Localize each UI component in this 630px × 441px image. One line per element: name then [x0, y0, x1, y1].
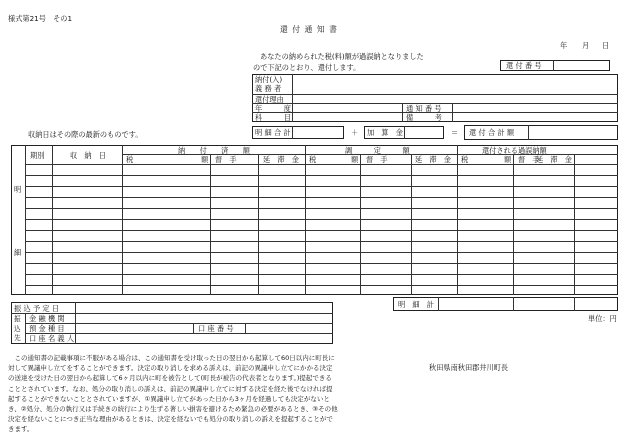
- additional-amount-label: 加 算 金: [367, 128, 403, 137]
- detail-subtotal-label: 明 細 計: [398, 300, 434, 309]
- assessed-amount-header: 額: [351, 155, 359, 164]
- detail-side-label-2: 細: [14, 248, 22, 257]
- payer-label-2: 義 務 者: [255, 84, 282, 93]
- refund-number-label: 還 付 番 号: [506, 61, 542, 70]
- appeal-notice-text: この通知書の記載事項に不服がある場合は、この通知書を受け取った日の翌日から起算して60日以内に町長に対して異議申し立てをすることができます。決定の取り消しを求める訴えは、前記の異議申し立てにかかる決定の送達を受けた日の翌日から起算して6ヶ月以内に町を被告として(町長が被告の代表者となります。)提起できることとされています。なお、処分の取り消しの訴えは、前記の異議申し立てに対する決定を経た後でなければ提起することができないこととされていますが、①異議申し立てがあった日から3ヶ月を経過しても決定がないとき、②処分、処分の執行又は手続きの続行により生ずる著しい損害を避けるため緊急の必要があるとき、③その他決定を経ないことにつき正当な理由があるときは、決定を経ないでも処分の取り消しの訴えを提起することができます。: [8, 354, 338, 434]
- transfer-date-label: 振 込 予 定 日: [14, 304, 60, 313]
- intro-line-2: ので下記のとおり、還付します。: [253, 63, 361, 72]
- assessed-delay-header: 延 滞 金: [415, 155, 451, 164]
- refund-reason-label: 還付理由: [255, 95, 284, 104]
- assessed-tax-header: 税: [309, 155, 317, 164]
- receipt-date-note: 収納日はその際の最新のものです。: [28, 130, 143, 139]
- document-title: 還 付 通 知 書: [280, 25, 338, 34]
- refund-tax-header: 税: [461, 155, 469, 164]
- account-number-label: 口 座 番 号: [198, 324, 234, 333]
- equals-sign: ＝: [451, 128, 459, 137]
- paid-tax-header: 税: [126, 155, 134, 164]
- account-holder-label: 口 座 名 義 人: [29, 334, 75, 343]
- paid-delay-header: 延 滞 金: [263, 155, 299, 164]
- deposit-type-label: 預 金 種 目: [29, 324, 65, 333]
- remarks-label: 備 考: [406, 113, 442, 122]
- refund-delay-header: 延 滞 金: [536, 155, 572, 164]
- group-refund-header: 還付される過誤納額: [482, 146, 547, 155]
- unit-label: 単位：円: [588, 314, 617, 323]
- paid-amount-header: 額: [201, 155, 209, 164]
- col-term-header: 期別: [30, 151, 45, 160]
- issuer-name: 秋田県南秋田郡井川町長: [429, 363, 509, 372]
- refund-total-label: 還 付 合 計 額: [469, 128, 515, 137]
- transfer-side-label-3: 先: [14, 334, 21, 342]
- bank-label: 金 融 機 関: [29, 314, 65, 323]
- col-receipt-date-header: 収 納 日: [70, 151, 106, 160]
- form-number: 様式第21号 その1: [8, 14, 73, 23]
- payer-label-1: 納付(入): [255, 75, 283, 84]
- date-day-label: 日: [602, 41, 610, 50]
- plus-sign: ＋: [351, 128, 359, 137]
- transfer-side-label-1: 振: [14, 315, 21, 323]
- date-year-label: 年: [560, 41, 568, 50]
- paid-supervision-header: 督 手: [215, 155, 237, 164]
- refund-amount-header: 額: [504, 155, 512, 164]
- refund-supervision-header: 督 手: [518, 155, 540, 164]
- notice-number-label: 通 知 番 号: [406, 104, 442, 113]
- intro-line-1: あなたの納められた税(料)額が過誤納となりました: [260, 52, 424, 61]
- detail-side-label-1: 明: [14, 185, 22, 194]
- group-paid-header: 納 付 済 額: [178, 146, 250, 155]
- group-assessed-header: 調 定 額: [345, 146, 410, 155]
- transfer-side-label-2: 込: [14, 325, 21, 333]
- date-month-label: 月: [582, 41, 590, 50]
- subject-label: 科 目: [255, 113, 291, 122]
- fiscal-year-label: 年 度: [255, 104, 291, 113]
- detail-table: [11, 145, 618, 295]
- detail-total-label: 明 細 合 計: [255, 128, 291, 137]
- assessed-supervision-header: 督 手: [366, 155, 388, 164]
